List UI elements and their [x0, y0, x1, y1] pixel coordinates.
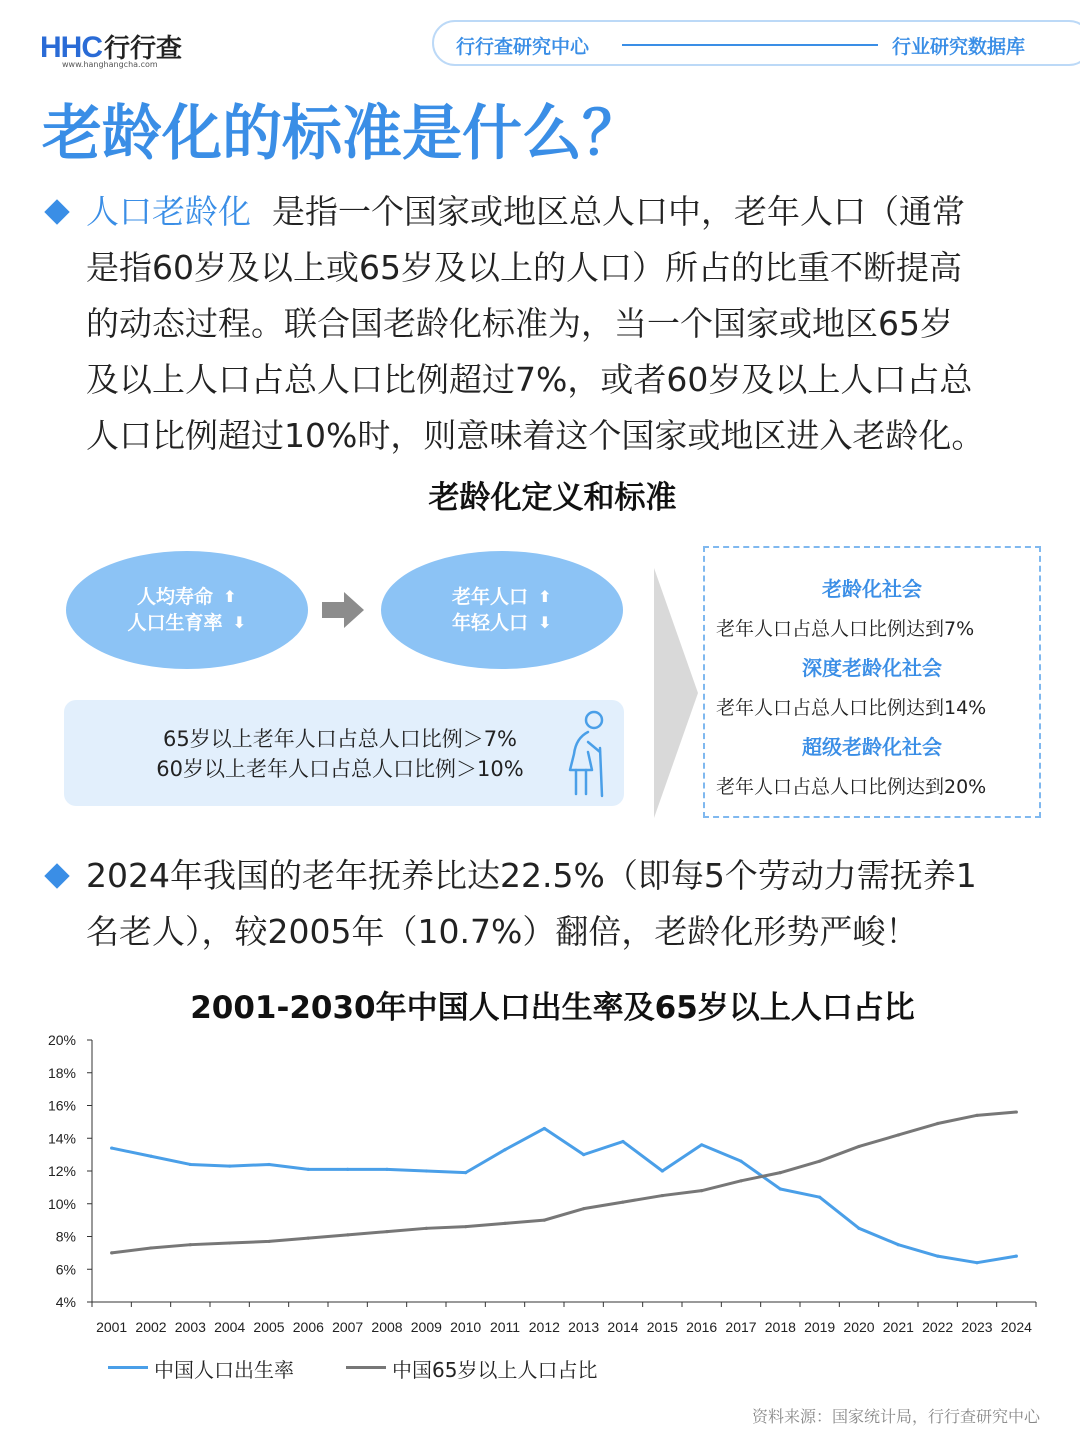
- x-tick-label: 2002: [135, 1319, 167, 1335]
- data-point: [464, 1171, 467, 1174]
- data-point: [661, 1194, 664, 1197]
- data-point: [1015, 1110, 1018, 1113]
- data-point: [779, 1171, 782, 1174]
- x-tick-label: 2004: [214, 1319, 246, 1335]
- data-point: [267, 1240, 270, 1243]
- data-point: [385, 1230, 388, 1233]
- y-tick-label: 14%: [47, 1130, 76, 1147]
- data-point: [779, 1187, 782, 1190]
- data-point: [307, 1237, 310, 1240]
- ellipse2-row2: 年轻人口: [451, 612, 528, 634]
- data-point: [582, 1153, 585, 1156]
- data-point: [425, 1227, 428, 1230]
- data-point: [897, 1133, 900, 1136]
- standard-line-2: 60岁以上老年人口占总人口比例＞10%: [156, 757, 524, 781]
- intro-line4: 及以上人口占总人口比例超过7%，或者60岁及以上人口占总: [86, 360, 973, 399]
- y-tick-label: 10%: [47, 1195, 76, 1212]
- x-tick-label: 2016: [686, 1319, 718, 1335]
- ellipse1-row1: 人均寿命: [136, 586, 213, 608]
- level-desc: 老年人口占总人口比例达到7%: [716, 618, 975, 640]
- point2-line1: 2024年我国的老年抚养比达22.5%（即每5个劳动力需抚养1: [86, 856, 977, 895]
- chevron-right-icon: [654, 568, 698, 818]
- x-tick-label: 2023: [961, 1319, 993, 1335]
- x-tick-label: 2001: [96, 1319, 128, 1335]
- data-point: [543, 1219, 546, 1222]
- data-point: [621, 1201, 624, 1204]
- down-arrow-icon: ⬇: [232, 613, 247, 632]
- x-tick-label: 2015: [646, 1319, 678, 1335]
- y-tick-label: 6%: [55, 1261, 76, 1278]
- data-point: [818, 1160, 821, 1163]
- cause-ellipse: [66, 551, 308, 669]
- legend-label-aged-share: 中国65岁以上人口占比: [392, 1358, 598, 1382]
- data-point: [464, 1225, 467, 1228]
- level-title: 深度老龄化社会: [802, 656, 942, 680]
- point2-paragraph: [86, 848, 1066, 960]
- data-point: [936, 1255, 939, 1258]
- right-arrow-icon: [322, 592, 364, 628]
- data-point: [385, 1168, 388, 1171]
- data-point: [818, 1196, 821, 1199]
- effect-ellipse: [381, 551, 623, 669]
- line-chart: [0, 1020, 1080, 1350]
- bullet-diamond-icon: [44, 863, 69, 888]
- x-tick-label: 2009: [410, 1319, 442, 1335]
- x-tick-label: 2019: [804, 1319, 836, 1335]
- x-tick-label: 2005: [253, 1319, 285, 1335]
- x-tick-label: 2022: [922, 1319, 954, 1335]
- x-tick-label: 2012: [528, 1319, 560, 1335]
- data-point: [228, 1241, 231, 1244]
- logo-text: 行行查: [104, 34, 183, 64]
- data-point: [582, 1207, 585, 1210]
- y-tick-label: 12%: [47, 1163, 76, 1179]
- legend-swatch-aged-share: [346, 1366, 386, 1369]
- ellipse2-row1: 老年人口: [451, 586, 528, 608]
- data-point: [307, 1168, 310, 1171]
- legend-swatch-birth-rate: [108, 1366, 148, 1369]
- data-point: [739, 1179, 742, 1182]
- data-point: [739, 1160, 742, 1163]
- data-point: [228, 1164, 231, 1167]
- diagram-title: 老龄化定义和标准: [428, 480, 677, 516]
- data-point: [975, 1261, 978, 1264]
- data-point: [110, 1251, 113, 1254]
- y-tick-label: 4%: [55, 1294, 76, 1310]
- header-divider: [622, 44, 878, 46]
- data-point: [700, 1143, 703, 1146]
- level-title: 老龄化社会: [822, 577, 922, 601]
- data-point: [503, 1148, 506, 1151]
- logo-mark: HHC: [40, 31, 102, 64]
- x-tick-label: 2006: [292, 1319, 324, 1335]
- data-point: [503, 1222, 506, 1225]
- level-desc: 老年人口占总人口比例达到14%: [716, 697, 987, 719]
- data-point: [346, 1233, 349, 1236]
- x-tick-label: 2003: [174, 1319, 206, 1335]
- x-tick-label: 2021: [882, 1319, 914, 1335]
- ellipse1-row2: 人口生育率: [127, 612, 223, 634]
- data-point: [110, 1146, 113, 1149]
- data-point: [425, 1169, 428, 1172]
- data-point: [149, 1246, 152, 1249]
- y-tick-label: 18%: [47, 1064, 76, 1081]
- standard-line-1: 65岁以上老年人口占总人口比例＞7%: [162, 727, 518, 751]
- up-arrow-icon: ⬆: [538, 587, 552, 606]
- data-point: [661, 1169, 664, 1172]
- x-tick-label: 2018: [764, 1319, 796, 1335]
- data-point: [936, 1122, 939, 1125]
- intro-highlight: 人口老龄化: [86, 192, 251, 231]
- level-desc: 老年人口占总人口比例达到20%: [716, 776, 987, 798]
- data-point: [857, 1145, 860, 1148]
- data-point: [857, 1227, 860, 1230]
- elderly-person-icon: [558, 708, 610, 800]
- data-point: [700, 1189, 703, 1192]
- intro-line1: 是指一个国家或地区总人口中，老年人口（通常: [271, 192, 965, 231]
- down-arrow-icon: ⬇: [538, 613, 552, 632]
- logo-url: www.hanghangcha.com: [62, 60, 158, 69]
- header-left-label: 行行查研究中心: [456, 36, 590, 58]
- standard-text: [140, 724, 540, 784]
- bullet-diamond-icon: [44, 199, 69, 224]
- x-tick-label: 2013: [568, 1319, 600, 1335]
- x-tick-label: 2011: [489, 1319, 521, 1335]
- data-point: [189, 1163, 192, 1166]
- x-tick-label: 2010: [450, 1319, 482, 1335]
- series-line-aged-share: [112, 1112, 1017, 1253]
- intro-line3: 的动态过程。联合国老龄化标准为，当一个国家或地区65岁: [86, 304, 953, 343]
- x-tick-label: 2014: [607, 1319, 639, 1335]
- data-point: [1015, 1255, 1018, 1258]
- intro-paragraph: [86, 184, 1066, 464]
- level-title: 超级老龄化社会: [802, 735, 942, 759]
- data-point: [149, 1155, 152, 1158]
- x-tick-label: 2024: [1000, 1319, 1032, 1335]
- intro-line2: 是指60岁及以上或65岁及以上的人口）所占的比重不断提高: [86, 248, 962, 287]
- intro-line5: 人口比例超过10%时，则意味着这个国家或地区进入老龄化。: [86, 416, 985, 455]
- x-tick-label: 2008: [371, 1319, 403, 1335]
- legend-label-birth-rate: 中国人口出生率: [154, 1358, 294, 1382]
- source-note: 资料来源：国家统计局，行行查研究中心: [751, 1407, 1040, 1426]
- point2-line2: 名老人），较2005年（10.7%）翻倍，老龄化形势严峻！: [86, 912, 919, 951]
- data-point: [543, 1127, 546, 1130]
- data-point: [267, 1163, 270, 1166]
- y-tick-label: 20%: [47, 1032, 76, 1048]
- chart-title: 2001-2030年中国人口出生率及65岁以上人口占比: [190, 990, 915, 1026]
- x-tick-label: 2007: [332, 1319, 364, 1335]
- data-point: [975, 1114, 978, 1117]
- data-point: [189, 1243, 192, 1246]
- data-point: [897, 1243, 900, 1246]
- header-right-label: 行业研究数据库: [892, 36, 1026, 58]
- y-tick-label: 16%: [47, 1097, 76, 1114]
- data-point: [346, 1168, 349, 1171]
- data-point: [621, 1140, 624, 1143]
- x-tick-label: 2017: [725, 1319, 757, 1335]
- x-tick-label: 2020: [843, 1319, 875, 1335]
- y-tick-label: 8%: [55, 1228, 76, 1245]
- up-arrow-icon: ⬆: [223, 587, 237, 606]
- page-title: 老龄化的标准是什么？: [42, 99, 642, 169]
